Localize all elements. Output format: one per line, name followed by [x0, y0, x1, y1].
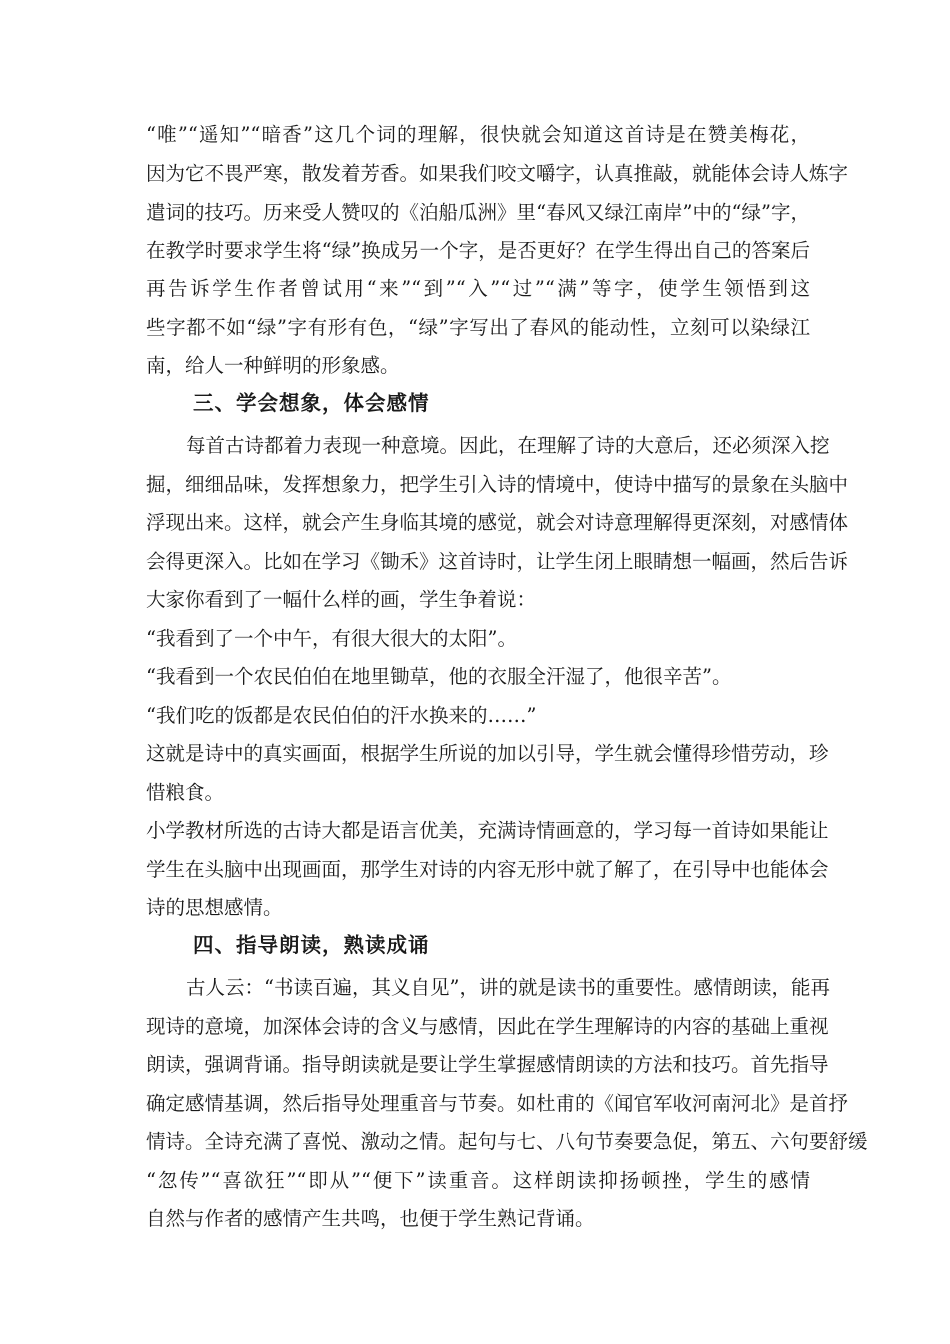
text-line: 再告诉学生作者曾试用“来”“到”“入”“过”“满”等字，使学生领悟到这: [146, 277, 810, 300]
text-line: 遣词的技巧。历来受人赞叹的《泊船瓜洲》里“春风又绿江南岸”中的“绿”字，: [146, 201, 810, 224]
text-line: 些字都不如“绿”字有形有色，“绿”字写出了春风的能动性，立刻可以染绿江: [146, 316, 810, 339]
text-line: 每首古诗都着力表现一种意境。因此，在理解了诗的大意后，还必须深入挖: [186, 434, 830, 457]
text-line: 南，给人一种鲜明的形象感。: [146, 354, 400, 377]
text-line: 自然与作者的感情产生共鸣，也便于学生熟记背诵。: [146, 1207, 595, 1230]
text-line: 小学教材所选的古诗大都是语言优美，充满诗情画意的，学习每一首诗如果能让: [146, 819, 829, 842]
text-line: 朗读，强调背诵。指导朗读就是要让学生掌握感情朗读的方法和技巧。首先指导: [146, 1053, 829, 1076]
text-line: 这就是诗中的真实画面，根据学生所说的加以引导，学生就会懂得珍惜劳动，珍: [146, 742, 829, 765]
text-line: 掘，细细品味，发挥想象力，把学生引入诗的情境中，使诗中描写的景象在头脑中: [146, 473, 849, 496]
text-line: 古人云：“书读百遍，其义自见”，讲的就是读书的重要性。感情朗读，能再: [186, 976, 830, 999]
text-line: 惜粮食。: [146, 781, 225, 804]
quote-line: “我看到一个农民伯伯在地里锄草，他的衣服全汗湿了，他很辛苦”。: [146, 665, 732, 688]
text-line: 在教学时要求学生将“绿”换成另一个字，是否更好？在学生得出自己的答案后: [146, 239, 810, 262]
text-line: 浮现出来。这样，就会产生身临其境的感觉，就会对诗意理解得更深刻，对感情体: [146, 511, 849, 534]
text-line: 情诗。全诗充满了喜悦、激动之情。起句与七、八句节奏要急促，第五、六句要舒缓: [146, 1130, 868, 1153]
text-line: 大家你看到了一幅什么样的画，学生争着说：: [146, 588, 537, 611]
text-line: “唯”“遥知”“暗香”这几个词的理解，很快就会知道这首诗是在赞美梅花，: [146, 123, 810, 146]
text-line: 因为它不畏严寒，散发着芳香。如果我们咬文嚼字，认真推敲，就能体会诗人炼字: [146, 162, 849, 185]
text-line: 学生在头脑中出现画面，那学生对诗的内容无形中就了解了，在引导中也能体会: [146, 858, 829, 881]
quote-line: “我看到了一个中午，有很大很大的太阳”。: [146, 627, 517, 650]
section-heading: 三、学会想象，体会感情: [193, 391, 430, 415]
text-line: “忽传”“喜欲狂”“即从”“便下”读重音。这样朗读抑扬顿挫，学生的感情: [146, 1169, 810, 1192]
section-heading: 四、指导朗读，熟读成诵: [193, 933, 430, 957]
text-line: 会得更深入。比如在学习《锄禾》这首诗时，让学生闭上眼睛想一幅画，然后告诉: [146, 550, 849, 573]
text-line: 确定感情基调，然后指导处理重音与节奏。如杜甫的《闻官军收河南河北》是首抒: [146, 1092, 849, 1115]
text-line: 现诗的意境，加深体会诗的含义与感情，因此在学生理解诗的内容的基础上重视: [146, 1015, 829, 1038]
text-line: 诗的思想感情。: [146, 896, 283, 919]
quote-line: “我们吃的饭都是农民伯伯的汗水换来的……”: [146, 704, 537, 727]
